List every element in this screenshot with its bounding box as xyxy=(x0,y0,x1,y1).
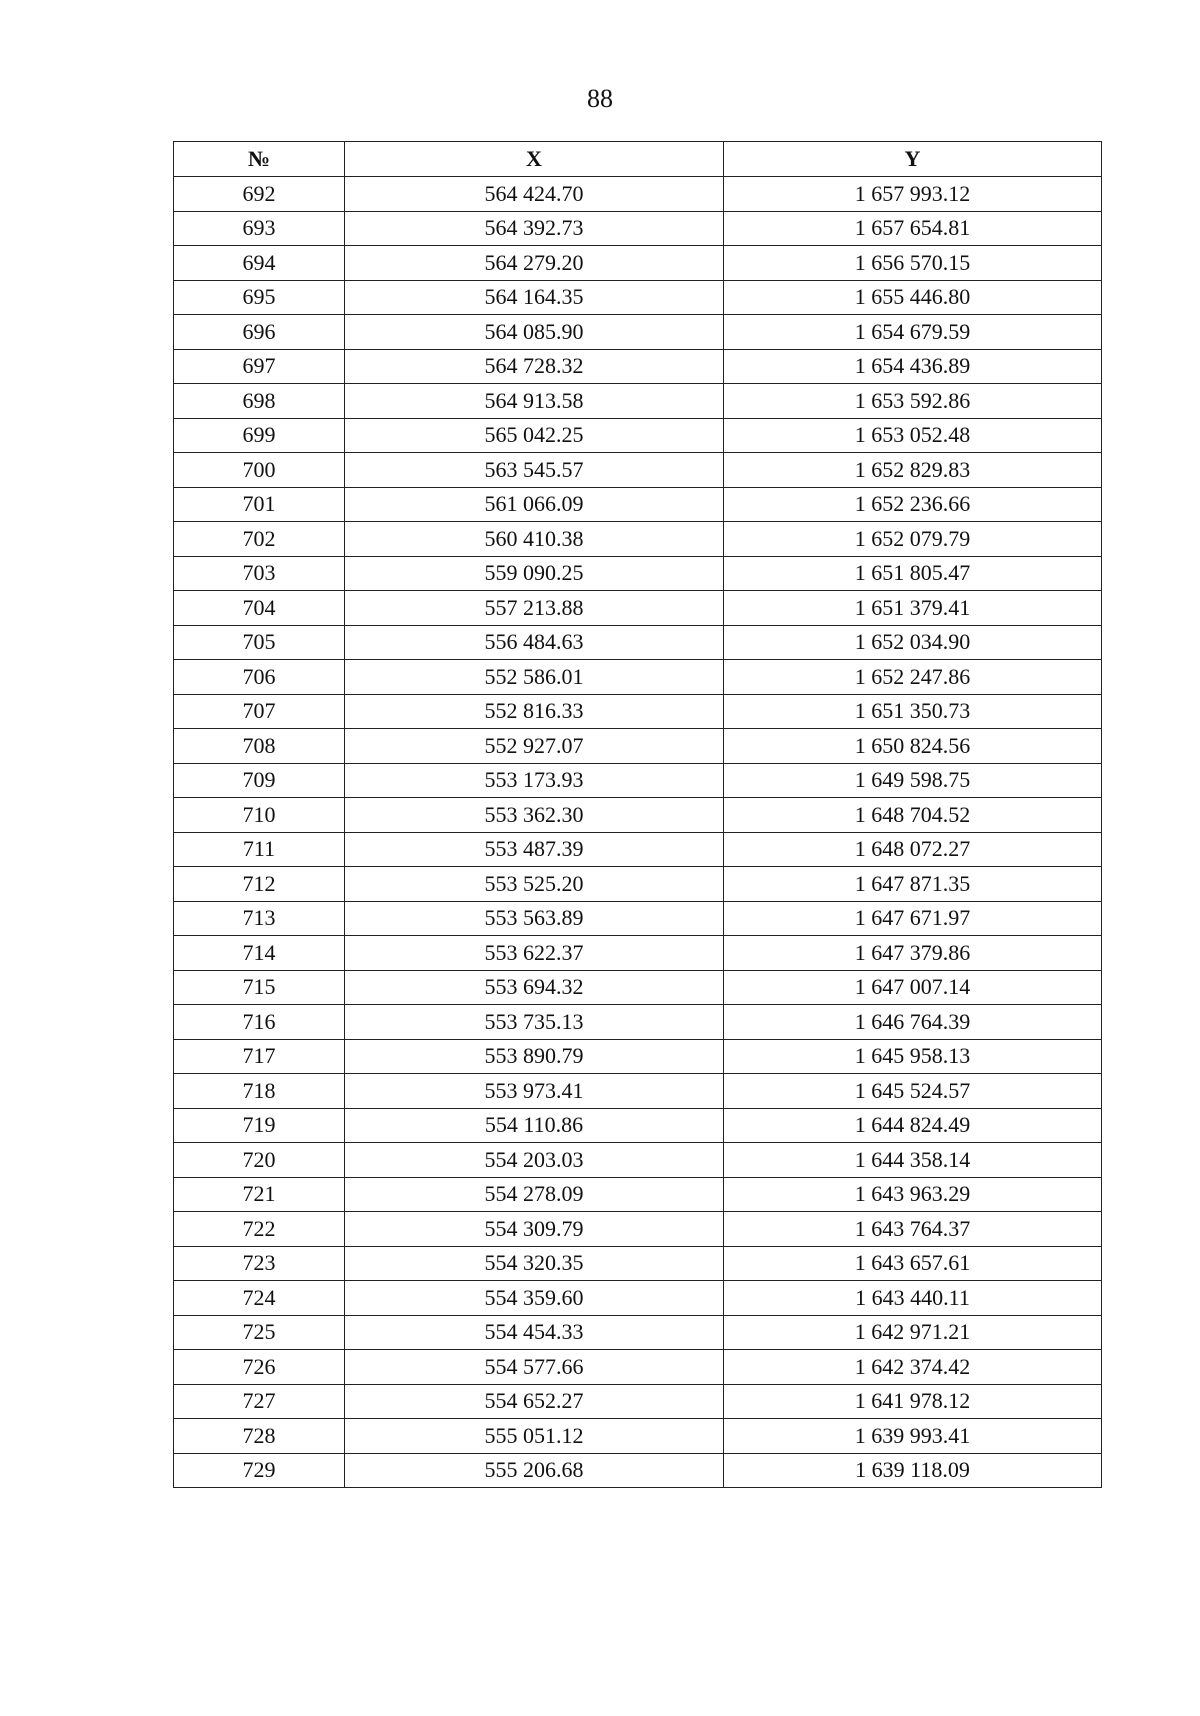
point-number-cell: 711 xyxy=(174,832,345,867)
point-number-cell: 700 xyxy=(174,453,345,488)
y-coordinate-cell: 1 646 764.39 xyxy=(724,1005,1102,1040)
table-row xyxy=(174,1177,1102,1212)
point-number-cell: 724 xyxy=(174,1281,345,1316)
table-row xyxy=(174,1143,1102,1178)
y-coordinate-cell: 1 643 764.37 xyxy=(724,1212,1102,1247)
table-row xyxy=(174,867,1102,902)
point-number-cell: 692 xyxy=(174,177,345,212)
table-row xyxy=(174,453,1102,488)
table-row xyxy=(174,487,1102,522)
x-coordinate-cell: 553 735.13 xyxy=(345,1005,724,1040)
point-number-cell: 717 xyxy=(174,1039,345,1074)
x-coordinate-cell: 553 563.89 xyxy=(345,901,724,936)
table-row xyxy=(174,522,1102,557)
page-number: 88 xyxy=(587,84,613,113)
x-coordinate-cell: 554 110.86 xyxy=(345,1108,724,1143)
table-row xyxy=(174,1108,1102,1143)
point-number-cell: 710 xyxy=(174,798,345,833)
x-coordinate-cell: 553 622.37 xyxy=(345,936,724,971)
x-coordinate-cell: 554 309.79 xyxy=(345,1212,724,1247)
table-row xyxy=(174,315,1102,350)
x-coordinate-cell: 553 973.41 xyxy=(345,1074,724,1109)
x-coordinate-cell: 564 085.90 xyxy=(345,315,724,350)
table-header xyxy=(174,142,1102,177)
table-body xyxy=(174,177,1102,1488)
header-x: X xyxy=(345,142,724,177)
table-row xyxy=(174,1419,1102,1454)
header-row xyxy=(174,142,1102,177)
point-number-cell: 694 xyxy=(174,246,345,281)
x-coordinate-cell: 555 206.68 xyxy=(345,1453,724,1488)
point-number-cell: 718 xyxy=(174,1074,345,1109)
x-coordinate-cell: 553 694.32 xyxy=(345,970,724,1005)
x-coordinate-cell: 564 424.70 xyxy=(345,177,724,212)
table-row xyxy=(174,1074,1102,1109)
point-number-cell: 706 xyxy=(174,660,345,695)
x-coordinate-cell: 565 042.25 xyxy=(345,418,724,453)
point-number-cell: 721 xyxy=(174,1177,345,1212)
table-row xyxy=(174,211,1102,246)
table-row xyxy=(174,1384,1102,1419)
table-row xyxy=(174,1039,1102,1074)
point-number-cell: 719 xyxy=(174,1108,345,1143)
x-coordinate-cell: 556 484.63 xyxy=(345,625,724,660)
x-coordinate-cell: 554 359.60 xyxy=(345,1281,724,1316)
y-coordinate-cell: 1 650 824.56 xyxy=(724,729,1102,764)
x-coordinate-cell: 553 890.79 xyxy=(345,1039,724,1074)
point-number-cell: 716 xyxy=(174,1005,345,1040)
point-number-cell: 693 xyxy=(174,211,345,246)
x-coordinate-cell: 559 090.25 xyxy=(345,556,724,591)
x-coordinate-cell: 553 525.20 xyxy=(345,867,724,902)
point-number-cell: 696 xyxy=(174,315,345,350)
table-row xyxy=(174,280,1102,315)
y-coordinate-cell: 1 651 350.73 xyxy=(724,694,1102,729)
x-coordinate-cell: 552 816.33 xyxy=(345,694,724,729)
table-row xyxy=(174,1246,1102,1281)
point-number-cell: 709 xyxy=(174,763,345,798)
y-coordinate-cell: 1 642 971.21 xyxy=(724,1315,1102,1350)
table-row xyxy=(174,1212,1102,1247)
coordinates-table xyxy=(173,141,1102,1488)
point-number-cell: 728 xyxy=(174,1419,345,1454)
y-coordinate-cell: 1 652 079.79 xyxy=(724,522,1102,557)
x-coordinate-cell: 560 410.38 xyxy=(345,522,724,557)
y-coordinate-cell: 1 654 679.59 xyxy=(724,315,1102,350)
x-coordinate-cell: 553 173.93 xyxy=(345,763,724,798)
point-number-cell: 729 xyxy=(174,1453,345,1488)
table-row xyxy=(174,832,1102,867)
point-number-cell: 712 xyxy=(174,867,345,902)
y-coordinate-cell: 1 641 978.12 xyxy=(724,1384,1102,1419)
y-coordinate-cell: 1 647 007.14 xyxy=(724,970,1102,1005)
table-row xyxy=(174,798,1102,833)
table-row xyxy=(174,1350,1102,1385)
table-row xyxy=(174,1281,1102,1316)
x-coordinate-cell: 554 652.27 xyxy=(345,1384,724,1419)
point-number-cell: 722 xyxy=(174,1212,345,1247)
x-coordinate-cell: 552 586.01 xyxy=(345,660,724,695)
point-number-cell: 707 xyxy=(174,694,345,729)
table-row xyxy=(174,660,1102,695)
y-coordinate-cell: 1 657 654.81 xyxy=(724,211,1102,246)
table-row xyxy=(174,349,1102,384)
y-coordinate-cell: 1 657 993.12 xyxy=(724,177,1102,212)
y-coordinate-cell: 1 643 963.29 xyxy=(724,1177,1102,1212)
point-number-cell: 702 xyxy=(174,522,345,557)
x-coordinate-cell: 554 320.35 xyxy=(345,1246,724,1281)
point-number-cell: 723 xyxy=(174,1246,345,1281)
point-number-cell: 708 xyxy=(174,729,345,764)
point-number-cell: 713 xyxy=(174,901,345,936)
y-coordinate-cell: 1 642 374.42 xyxy=(724,1350,1102,1385)
y-coordinate-cell: 1 644 824.49 xyxy=(724,1108,1102,1143)
table-row xyxy=(174,384,1102,419)
y-coordinate-cell: 1 643 440.11 xyxy=(724,1281,1102,1316)
x-coordinate-cell: 554 454.33 xyxy=(345,1315,724,1350)
table-row xyxy=(174,936,1102,971)
point-number-cell: 701 xyxy=(174,487,345,522)
point-number-cell: 699 xyxy=(174,418,345,453)
header-number: № xyxy=(174,142,345,177)
table-row xyxy=(174,556,1102,591)
y-coordinate-cell: 1 645 524.57 xyxy=(724,1074,1102,1109)
y-coordinate-cell: 1 639 993.41 xyxy=(724,1419,1102,1454)
y-coordinate-cell: 1 651 379.41 xyxy=(724,591,1102,626)
y-coordinate-cell: 1 647 379.86 xyxy=(724,936,1102,971)
y-coordinate-cell: 1 645 958.13 xyxy=(724,1039,1102,1074)
x-coordinate-cell: 564 164.35 xyxy=(345,280,724,315)
x-coordinate-cell: 553 487.39 xyxy=(345,832,724,867)
table-row xyxy=(174,901,1102,936)
y-coordinate-cell: 1 652 829.83 xyxy=(724,453,1102,488)
point-number-cell: 726 xyxy=(174,1350,345,1385)
x-coordinate-cell: 553 362.30 xyxy=(345,798,724,833)
y-coordinate-cell: 1 651 805.47 xyxy=(724,556,1102,591)
y-coordinate-cell: 1 648 704.52 xyxy=(724,798,1102,833)
table-row xyxy=(174,246,1102,281)
point-number-cell: 704 xyxy=(174,591,345,626)
x-coordinate-cell: 564 392.73 xyxy=(345,211,724,246)
x-coordinate-cell: 554 278.09 xyxy=(345,1177,724,1212)
point-number-cell: 714 xyxy=(174,936,345,971)
x-coordinate-cell: 561 066.09 xyxy=(345,487,724,522)
x-coordinate-cell: 557 213.88 xyxy=(345,591,724,626)
table-row xyxy=(174,970,1102,1005)
point-number-cell: 725 xyxy=(174,1315,345,1350)
point-number-cell: 720 xyxy=(174,1143,345,1178)
y-coordinate-cell: 1 652 236.66 xyxy=(724,487,1102,522)
point-number-cell: 695 xyxy=(174,280,345,315)
x-coordinate-cell: 554 577.66 xyxy=(345,1350,724,1385)
table-row xyxy=(174,591,1102,626)
header-y: Y xyxy=(724,142,1102,177)
x-coordinate-cell: 555 051.12 xyxy=(345,1419,724,1454)
table-row xyxy=(174,1005,1102,1040)
table-row xyxy=(174,177,1102,212)
point-number-cell: 703 xyxy=(174,556,345,591)
y-coordinate-cell: 1 649 598.75 xyxy=(724,763,1102,798)
table-row xyxy=(174,694,1102,729)
y-coordinate-cell: 1 652 247.86 xyxy=(724,660,1102,695)
x-coordinate-cell: 563 545.57 xyxy=(345,453,724,488)
x-coordinate-cell: 554 203.03 xyxy=(345,1143,724,1178)
point-number-cell: 727 xyxy=(174,1384,345,1419)
table-row xyxy=(174,729,1102,764)
y-coordinate-cell: 1 647 871.35 xyxy=(724,867,1102,902)
table-row xyxy=(174,763,1102,798)
x-coordinate-cell: 564 728.32 xyxy=(345,349,724,384)
y-coordinate-cell: 1 653 052.48 xyxy=(724,418,1102,453)
y-coordinate-cell: 1 639 118.09 xyxy=(724,1453,1102,1488)
x-coordinate-cell: 564 913.58 xyxy=(345,384,724,419)
y-coordinate-cell: 1 652 034.90 xyxy=(724,625,1102,660)
point-number-cell: 697 xyxy=(174,349,345,384)
table-row xyxy=(174,1315,1102,1350)
table-row xyxy=(174,625,1102,660)
y-coordinate-cell: 1 648 072.27 xyxy=(724,832,1102,867)
y-coordinate-cell: 1 644 358.14 xyxy=(724,1143,1102,1178)
y-coordinate-cell: 1 654 436.89 xyxy=(724,349,1102,384)
table-row xyxy=(174,1453,1102,1488)
point-number-cell: 705 xyxy=(174,625,345,660)
point-number-cell: 715 xyxy=(174,970,345,1005)
x-coordinate-cell: 552 927.07 xyxy=(345,729,724,764)
y-coordinate-cell: 1 647 671.97 xyxy=(724,901,1102,936)
y-coordinate-cell: 1 656 570.15 xyxy=(724,246,1102,281)
y-coordinate-cell: 1 643 657.61 xyxy=(724,1246,1102,1281)
point-number-cell: 698 xyxy=(174,384,345,419)
y-coordinate-cell: 1 655 446.80 xyxy=(724,280,1102,315)
y-coordinate-cell: 1 653 592.86 xyxy=(724,384,1102,419)
table-row xyxy=(174,418,1102,453)
x-coordinate-cell: 564 279.20 xyxy=(345,246,724,281)
